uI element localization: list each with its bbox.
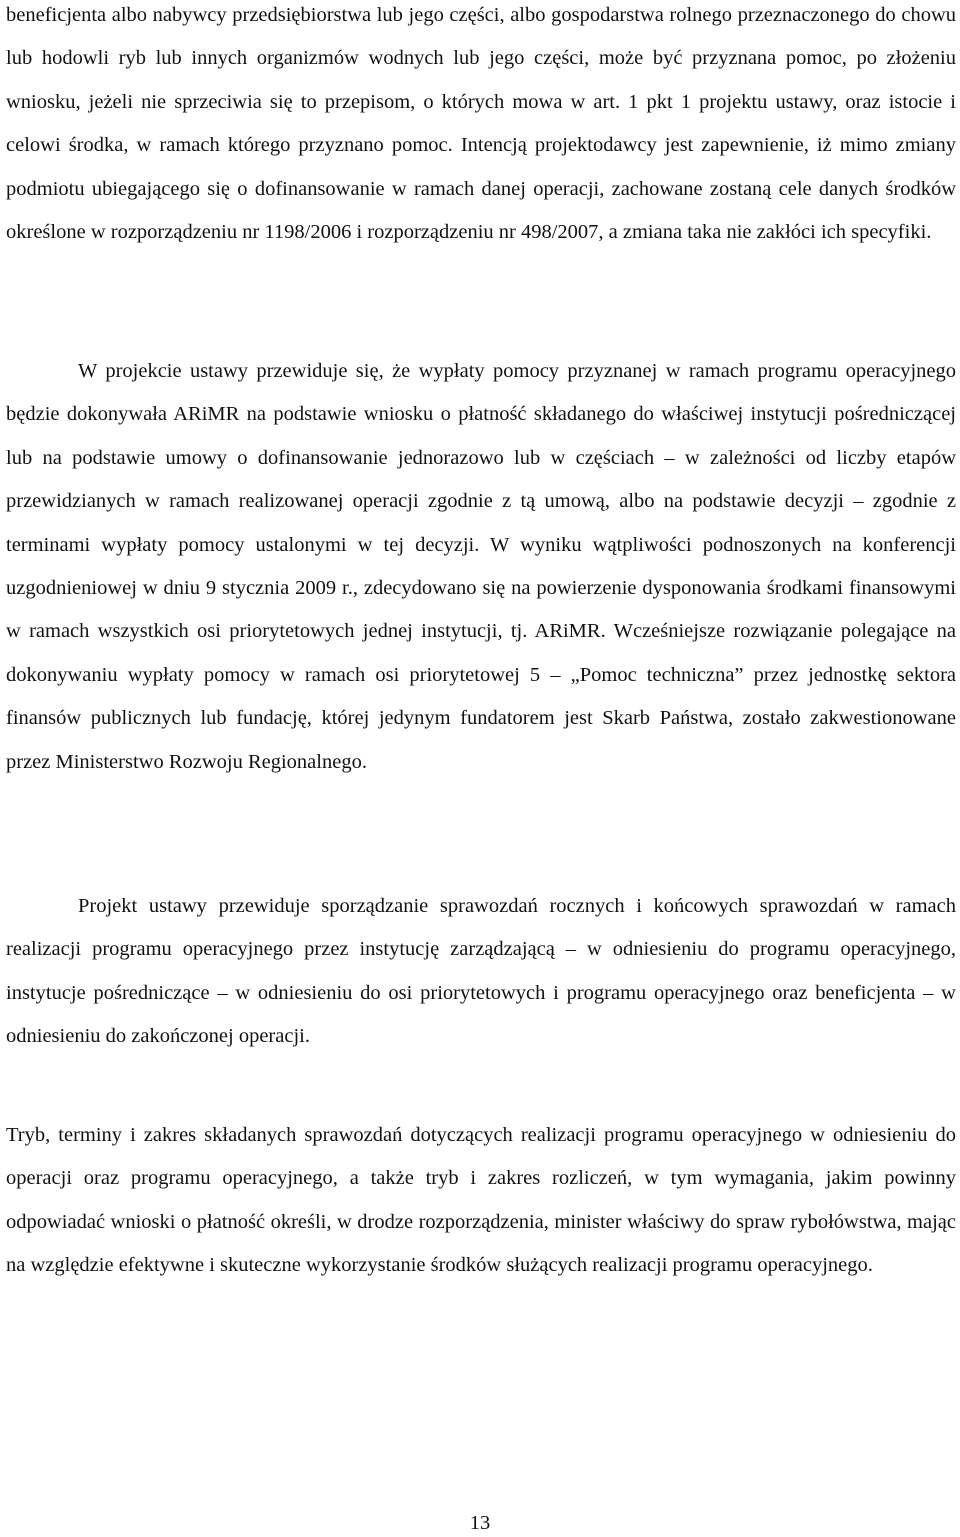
- paragraph-4: Tryb, terminy i zakres składanych sprawozdań dotyczących realizacji programu operacyjnego w odniesieniu do operacji oraz programu operacyjnego, a także tryb i zakres rozliczeń, w tym wymagania, jakim powinny odpowiadać wnioski o płatność określi, w drodze rozporządzenia, minister właściwy do spraw rybołówstwa, mając na względzie efektywne i skuteczne wykorzystanie środków służących realizacji programu operacyjnego.: [6, 1124, 956, 1277]
- page-number: 13: [469, 1512, 491, 1534]
- paragraph-3: Projekt ustawy przewiduje sporządzanie sprawozdań rocznych i końcowych sprawozdań w ramach realizacji programu operacyjnego przez instytucję zarządzającą – w odniesieniu do programu operacyjnego, instytucje pośredniczące – w odniesieniu do osi priorytetowych i programu operacyjnego oraz beneficjenta – w odniesieniu do zakończonej operacji.: [6, 895, 956, 1048]
- paragraph-2: W projekcie ustawy przewiduje się, że wypłaty pomocy przyznanej w ramach programu operacyjnego będzie dokonywała ARiMR na podstawie wniosku o płatność składanego do właściwej instytucji pośredniczącej lub na podstawie umowy o dofinansowanie jednorazowo lub w częściach – w zależności od liczby etapów przewidzianych w ramach realizowanej operacji zgodnie z tą umową, albo na podstawie decyzji – zgodnie z terminami wypłaty pomocy ustalonymi w tej decyzji. W wyniku wątpliwości podnoszonych na konferencji uzgodnieniowej w dniu 9 stycznia 2009 r., zdecydowano się na powierzenie dysponowania środkami finansowymi w ramach wszystkich osi priorytetowych jednej instytucji, tj. ARiMR. Wcześniejsze rozwiązanie polegające na dokonywaniu wypłaty pomocy w ramach osi priorytetowej 5 – „Pomoc techniczna” przez jednostkę sektora finansów publicznych lub fundację, której jedynym fundatorem jest Skarb Państwa, zostało zakwestionowane przez Ministerstwo Rozwoju Regionalnego.: [6, 360, 956, 773]
- paragraph-1: beneficjenta albo nabywcy przedsiębiorstwa lub jego części, albo gospodarstwa rolnego przeznaczonego do chowu lub hodowli ryb lub innych organizmów wodnych lub jego części, może być przyznana pomoc, po złożeniu wniosku, jeżeli nie sprzeciwia się to przepisom, o których mowa w art. 1 pkt 1 projektu ustawy, oraz istocie i celowi środka, w ramach którego przyznano pomoc. Intencją projektodawcy jest zapewnienie, iż mimo zmiany podmiotu ubiegającego się o dofinansowanie w ramach danej operacji, zachowane zostaną cele danych środków określone w rozporządzeniu nr 1198/2006 i rozporządzeniu nr 498/2007, a zmiana taka nie zakłóci ich specyfiki.: [6, 4, 956, 244]
